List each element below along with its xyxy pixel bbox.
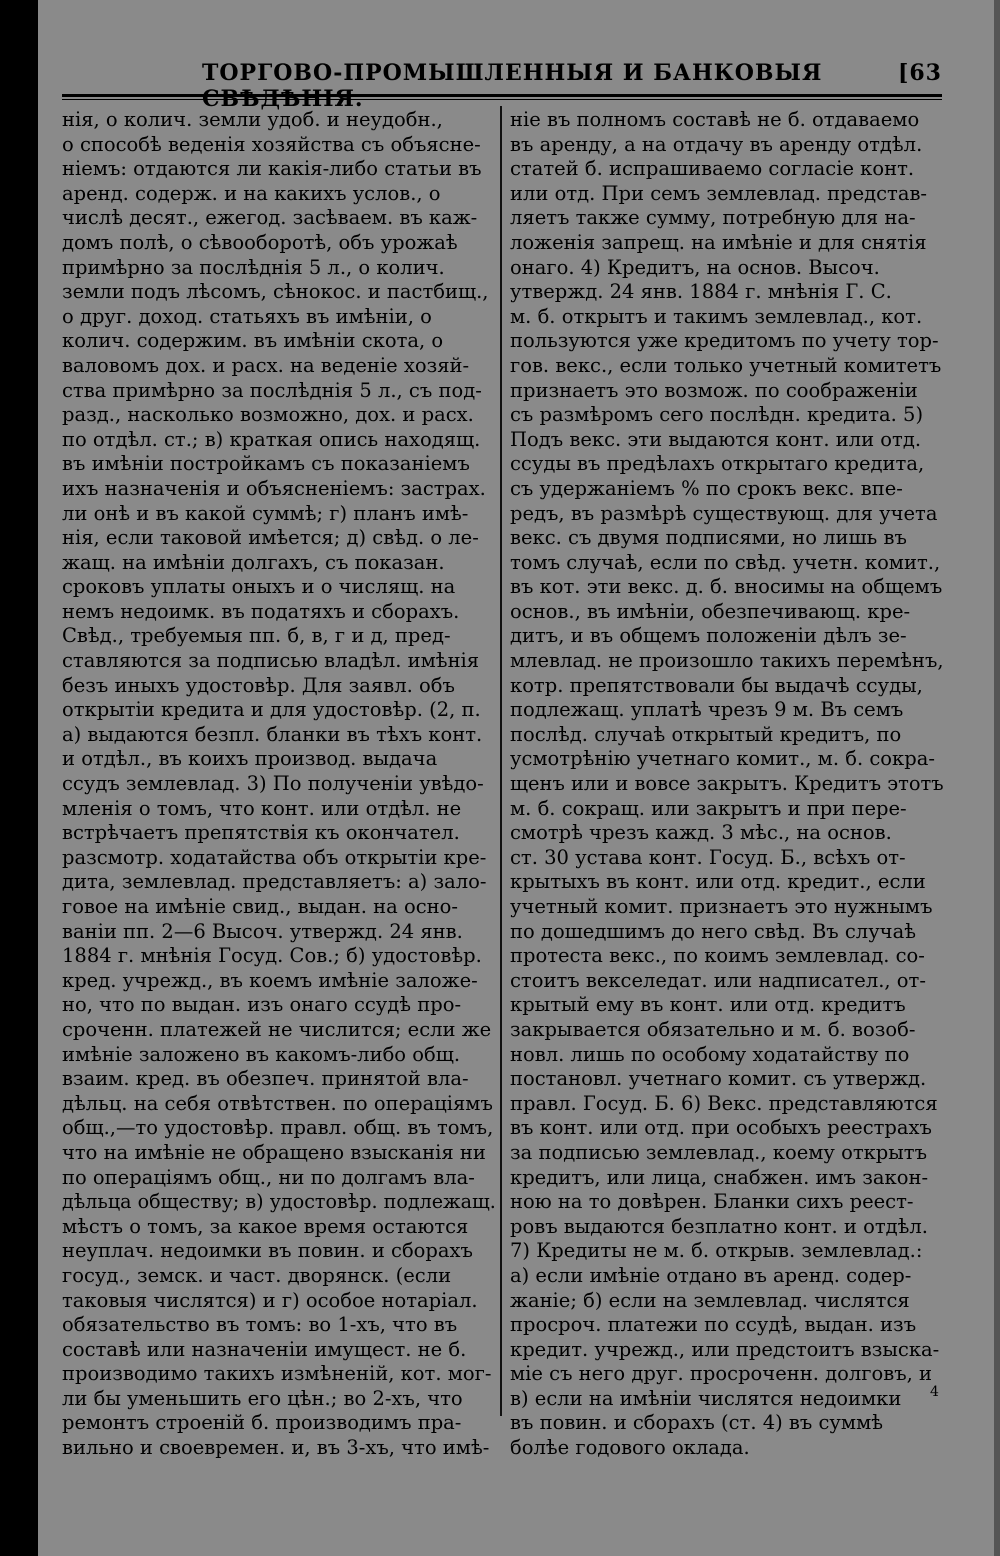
text-line: встрѣчаетъ препятствія къ окончател. (62, 821, 460, 845)
text-line: ляетъ также сумму, потребную для на- (510, 206, 916, 230)
text-line: взаим. кред. въ обезпеч. принятой вла- (62, 1067, 469, 1091)
text-line: закрывается обязательно и м. б. возоб- (510, 1017, 916, 1041)
text-line: м. б. открытъ и такимъ землевлад., кот. (510, 304, 923, 328)
text-line: мленія о томъ, что конт. или отдѣл. не (62, 796, 462, 820)
text-line: разсмотр. ходатайства объ открытіи кре- (62, 845, 487, 869)
footnote-mark: 4 (930, 1384, 939, 1400)
header-title: ТОРГОВО-ПРОМЫШЛЕННЫЯ И БАНКОВЫЯ СВѢДѢНІЯ. (202, 60, 823, 112)
right-column (510, 108, 944, 1461)
text-line: міе съ него друг. просроченн. долговъ, и (510, 1362, 932, 1386)
text-line: примѣрно за послѣднія 5 л., о колич. (62, 255, 445, 279)
text-line: крытыхъ въ конт. или отд. кредит., если (510, 870, 926, 894)
text-line: ремонтъ строеній б. производимъ пра- (62, 1411, 462, 1435)
text-line: смотрѣ чрезъ кажд. 3 мѣс., на основ. (510, 821, 892, 845)
text-line: стоитъ векселедат. или надписател., от- (510, 968, 926, 992)
text-line: имѣніе заложено въ какомъ-либо общ. (62, 1042, 461, 1066)
text-line: общ.,—то удостовѣр. правл. общ. въ томъ, (62, 1116, 494, 1140)
text-line: въ имѣніи постройкамъ съ показаніемъ (62, 452, 470, 476)
text-line: валовомъ дох. и расх. на веденіе хозяй- (62, 353, 470, 377)
text-line: постановл. учетнаго комит. съ утвержд. (510, 1067, 927, 1091)
text-line: кредитъ, или лица, снабжен. имъ закон- (510, 1165, 929, 1189)
text-line: немъ недоимк. въ податяхъ и сборахъ. (62, 599, 460, 623)
header-rule (62, 94, 942, 97)
text-line: редъ, въ размѣрѣ существующ. для учета (510, 501, 938, 525)
text-line: ихъ назначенія и объясненіемъ: застрах. (62, 476, 486, 500)
text-line: сроченн. платежей не числится; если же (62, 1017, 492, 1041)
text-line: а) если имѣніе отдано въ аренд. содер- (510, 1263, 912, 1287)
running-header (62, 60, 942, 112)
scan-edge-right (994, 0, 1000, 1556)
text-line: числѣ десят., ежегод. засѣваем. въ каж- (62, 206, 478, 230)
text-line: жаніе; б) если на землевлад. числятся (510, 1288, 910, 1312)
text-line: кред. учрежд., въ коемъ имѣніе заложе- (62, 968, 478, 992)
text-line: открытіи кредита и для удостовѣр. (2, п. (62, 698, 481, 722)
text-line: учетный комит. признаетъ это нужнымъ (510, 895, 933, 918)
text-line: основ., въ имѣніи, обезпечивающ. кре- (510, 599, 911, 623)
text-line: котр. препятствовали бы выдачѣ ссуды, (510, 673, 923, 697)
text-line: онаго. 4) Кредитъ, на основ. Высоч. (510, 255, 880, 279)
text-line: протеста векс., по коимъ землевлад. со- (510, 944, 925, 968)
text-line: ніе въ полномъ составѣ не б. отдаваемо (510, 108, 920, 131)
text-line: или отд. При семъ землевлад. представ- (510, 181, 928, 205)
text-line: сроковъ уплаты оныхъ и о числящ. на (62, 575, 456, 599)
text-line: съ размѣромъ сего послѣдн. кредита. 5) (510, 403, 924, 427)
text-line: въ аренду, а на отдачу въ аренду отдѣл. (510, 132, 923, 156)
text-line: ст. 30 устава конт. Госуд. Б., всѣхъ от- (510, 845, 906, 869)
text-line: аренд. содерж. и на какихъ услов., о (62, 181, 441, 205)
text-line: ніемъ: отдаются ли какія-либо статьи въ (62, 157, 482, 181)
text-line: и отдѣл., въ коихъ производ. выдача (62, 747, 438, 771)
text-line: усмотрѣнію учетнаго комит., м. б. сокра- (510, 747, 935, 771)
text-line: 7) Кредиты не м. б. открыв. землевлад.: (510, 1239, 923, 1263)
text-line: просроч. платежи по ссудѣ, выдан. изъ (510, 1313, 917, 1337)
text-line: томъ случаѣ, если по свѣд. учетн. комит., (510, 550, 941, 574)
text-line: Свѣд., требуемыя пп. б, в, г и д, пред- (62, 624, 451, 648)
text-line: что на имѣніе не обращено взысканія ни (62, 1140, 486, 1164)
header-rule-thin (62, 99, 942, 100)
text-line: ли онѣ и въ какой суммѣ; г) планъ имѣ- (62, 501, 469, 525)
text-line: по дошедшимъ до него свѣд. Въ случаѣ (510, 919, 916, 943)
text-line: векс. съ двумя подписями, но лишь въ (510, 526, 907, 550)
text-line: неуплач. недоимки въ повин. и сборахъ (62, 1239, 473, 1263)
left-column (62, 108, 496, 1461)
text-line: о друг. доход. статьяхъ въ имѣніи, о (62, 304, 432, 328)
text-line: дита, землевлад. представляетъ: а) зало- (62, 870, 487, 894)
text-line: безъ иныхъ удостовѣр. Для заявл. объ (62, 673, 455, 697)
text-line: гов. векс., если только учетный комитетъ (510, 353, 942, 377)
text-line: статей б. испрашиваемо согласіе конт. (510, 157, 915, 181)
text-line: нія, если таковой имѣется; д) свѣд. о ле- (62, 526, 479, 550)
text-line: ваніи пп. 2—6 Высоч. утвержд. 24 янв. (62, 919, 463, 943)
text-line: нія, о колич. земли удоб. и неудобн., (62, 108, 443, 131)
text-line: вильно и своевремен. и, въ 3-хъ, что имѣ- (62, 1436, 490, 1460)
text-line: въ конт. или отд. при особыхъ реестрахъ (510, 1116, 932, 1140)
text-line: подлежащ. уплатѣ чрезъ 9 м. Въ семъ (510, 698, 904, 722)
text-line: составѣ или назначеніи имущест. не б. (62, 1337, 467, 1361)
text-line: 1884 г. мнѣнія Госуд. Сов.; б) удостовѣр. (62, 944, 482, 968)
text-line: за подписью землевлад., коему открытъ (510, 1140, 927, 1164)
text-line: ссудъ землевлад. 3) По полученіи увѣдо- (62, 772, 484, 796)
scan-edge-left (0, 0, 38, 1556)
text-line: пользуются уже кредитомъ по учету тор- (510, 329, 939, 353)
text-line: но, что по выдан. изъ онаго ссудѣ про- (62, 993, 462, 1017)
text-line: говое на имѣніе свид., выдан. на осно- (62, 895, 458, 918)
text-line: щенъ или и вовсе закрытъ. Кредитъ этотъ (510, 772, 944, 796)
text-line: дитъ, и въ общемъ положеніи дѣлъ зе- (510, 624, 907, 648)
text-line: млевлад. не произошло такихъ перемѣнъ, (510, 649, 944, 673)
text-line: ложенія запрещ. на имѣніе и для снятія (510, 230, 927, 254)
text-line: въ повин. и сборахъ (ст. 4) въ суммѣ (510, 1411, 883, 1435)
text-line: в) если на имѣніи числятся недоимки (510, 1386, 902, 1410)
text-line: болѣе годового оклада. (510, 1436, 750, 1460)
text-line: послѣд. случаѣ открытый кредитъ, по (510, 722, 902, 746)
text-line: въ кот. эти векс. д. б. вносимы на общемъ (510, 575, 943, 599)
text-line: производимо такихъ измѣненій, кот. мог- (62, 1362, 492, 1386)
text-line: колич. содержим. въ имѣніи скота, о (62, 329, 444, 353)
text-line: признаетъ это возмож. по соображеніи (510, 378, 918, 402)
text-line: Подъ векс. эти выдаются конт. или отд. (510, 427, 922, 451)
text-line: по отдѣл. ст.; в) краткая опись находящ. (62, 427, 481, 451)
text-line: м. б. сокращ. или закрытъ и при пере- (510, 796, 907, 820)
text-line: ною на то довѣрен. Бланки сихъ реест- (510, 1190, 914, 1214)
text-line: мѣстъ о томъ, за какое время остаются (62, 1214, 469, 1238)
text-line: по операціямъ общ., ни по долгамъ вла- (62, 1165, 475, 1189)
text-line: утвержд. 24 янв. 1884 г. мнѣнія Г. С. (510, 280, 892, 304)
text-line: ставляются за подписью владѣл. имѣнія (62, 649, 480, 673)
text-line: дѣльца обществу; в) удостовѣр. подлежащ. (62, 1190, 496, 1214)
text-line: жащ. на имѣніи долгахъ, съ показан. (62, 550, 445, 574)
text-line: госуд., земск. и част. дворянск. (если (62, 1263, 452, 1287)
text-line: земли подъ лѣсомъ, сѣнокос. и пастбищ., (62, 280, 489, 304)
column-divider (500, 106, 502, 1416)
text-line: таковыя числятся) и г) особое нотаріал. (62, 1288, 478, 1312)
text-line: новл. лишь по особому ходатайству по (510, 1042, 910, 1066)
text-line: правл. Госуд. Б. 6) Векс. представляются (510, 1091, 938, 1115)
text-line: а) выдаются безпл. бланки въ тѣхъ конт. (62, 722, 483, 746)
text-line: разд., насколько возможно, дох. и расх. (62, 403, 474, 427)
text-line: съ удержаніемъ % по срокъ векс. впе- (510, 476, 903, 500)
page-number: [63 (897, 60, 942, 86)
text-line: крытый ему въ конт. или отд. кредитъ (510, 993, 906, 1017)
text-line: дѣльц. на себя отвѣтствен. по операціямъ (62, 1091, 493, 1115)
text-line: кредит. учрежд., или предстоитъ взыска- (510, 1337, 940, 1361)
text-line: о способѣ веденія хозяйства съ объясне- (62, 132, 481, 156)
text-line: ли бы уменьшить его цѣн.; во 2-хъ, что (62, 1386, 463, 1410)
text-line: обязательство въ томъ: во 1-хъ, что въ (62, 1313, 458, 1337)
text-line: ровъ выдаются безплатно конт. и отдѣл. (510, 1214, 928, 1238)
text-line: ства примѣрно за послѣднія 5 л., съ под- (62, 378, 482, 402)
text-line: ссуды въ предѣлахъ открытаго кредита, (510, 452, 925, 476)
text-line: домъ полѣ, о сѣвооборотѣ, объ урожаѣ (62, 230, 458, 254)
